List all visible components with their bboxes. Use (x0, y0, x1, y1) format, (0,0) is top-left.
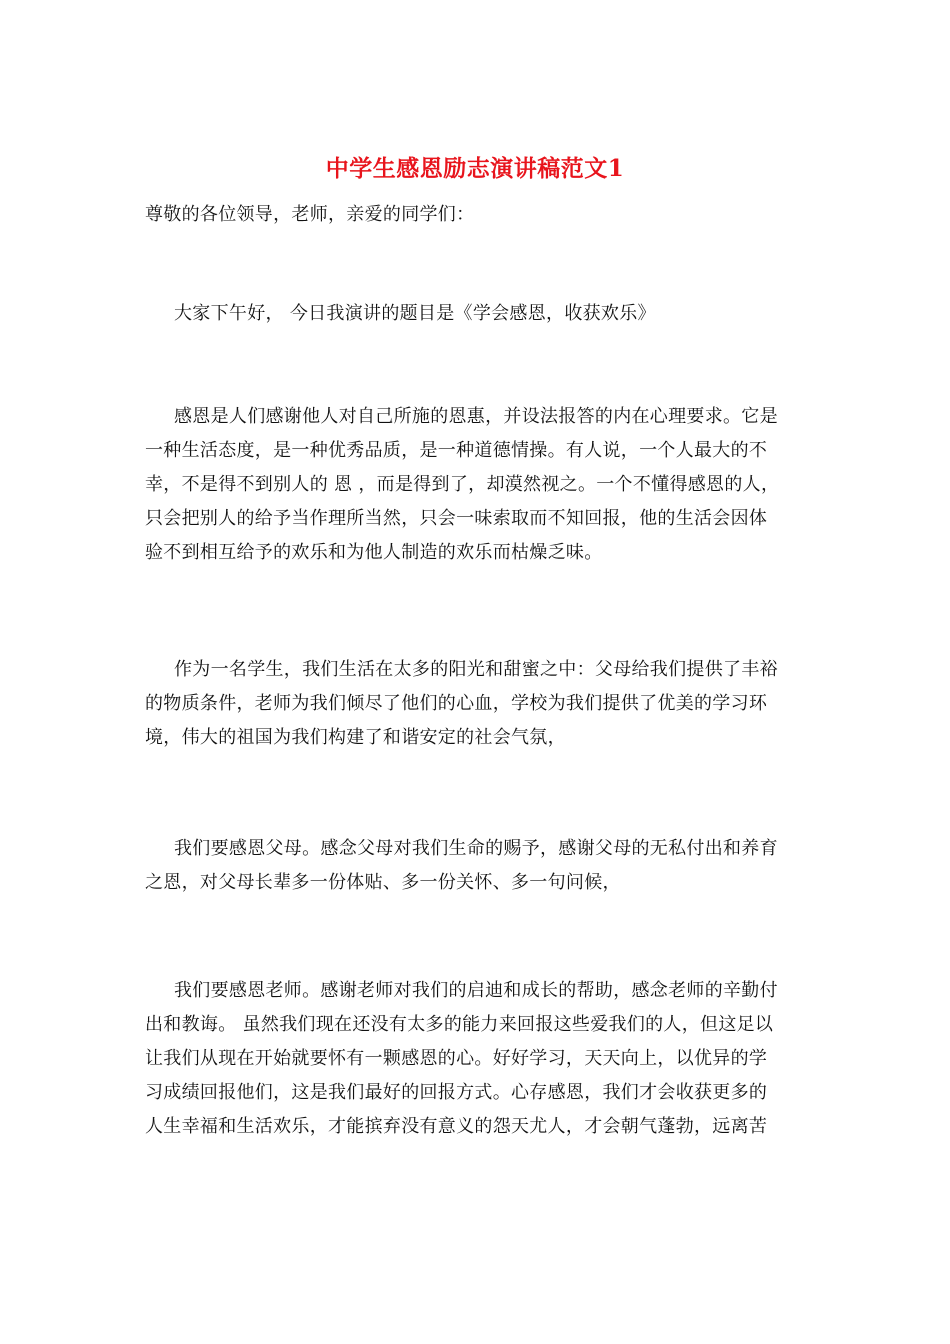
paragraph-5 (145, 974, 810, 1144)
paragraph-line: 出和教诲。 虽然我们现在还没有太多的能力来回报这些爱我们的人，但这足以 (145, 1014, 774, 1035)
paragraph-line: 感恩是人们感谢他人对自己所施的恩惠，并设法报答的内在心理要求。它是 (174, 406, 778, 427)
paragraph-line: 境，伟大的祖国为我们构建了和谐安定的社会气氛， (145, 727, 566, 748)
paragraph-line: 一种生活态度，是一种优秀品质，是一种道德情操。有人说，一个人最大的不 (145, 440, 768, 461)
salutation-line: 尊敬的各位领导，老师，亲爱的同学们： (145, 204, 475, 225)
paragraph-line: 大家下午好， 今日我演讲的题目是《学会感恩，收获欢乐》 (174, 303, 656, 324)
paragraph-line: 人生幸福和生活欢乐，才能摈弃没有意义的怨天尤人，才会朝气蓬勃，远离苦 (145, 1116, 768, 1137)
paragraph-line: 之恩，对父母长辈多一份体贴、多一份关怀、多一句问候， (145, 872, 621, 893)
paragraph-4 (145, 832, 810, 900)
paragraph-line: 让我们从现在开始就要怀有一颗感恩的心。好好学习，天天向上，以优异的学 (145, 1048, 768, 1069)
document-title: 中学生感恩励志演讲稿范文1 (325, 155, 625, 182)
paragraph-line: 的物质条件，老师为我们倾尽了他们的心血，学校为我们提供了优美的学习环 (145, 693, 768, 714)
salutation (145, 198, 810, 232)
paragraph-line: 幸，不是得不到别人的 恩 ，而是得到了，却漠然视之。一个不懂得感恩的人， (145, 474, 780, 495)
paragraph-line: 只会把别人的给予当作理所当然，只会一味索取而不知回报，他的生活会因体 (145, 508, 768, 529)
paragraph-line: 我们要感恩老师。感谢老师对我们的启迪和成长的帮助，感念老师的辛勤付 (174, 980, 778, 1001)
paragraph-3 (145, 653, 810, 755)
paragraph-1 (145, 297, 810, 331)
paragraph-line: 验不到相互给予的欢乐和为他人制造的欢乐而枯燥乏味。 (145, 542, 603, 563)
paragraph-2 (145, 400, 810, 570)
paragraph-line: 习成绩回报他们，这是我们最好的回报方式。心存感恩，我们才会收获更多的 (145, 1082, 768, 1103)
paragraph-line: 我们要感恩父母。感念父母对我们生命的赐予，感谢父母的无私付出和养育 (174, 838, 778, 859)
paragraph-line: 作为一名学生，我们生活在太多的阳光和甜蜜之中：父母给我们提供了丰裕 (174, 659, 778, 680)
